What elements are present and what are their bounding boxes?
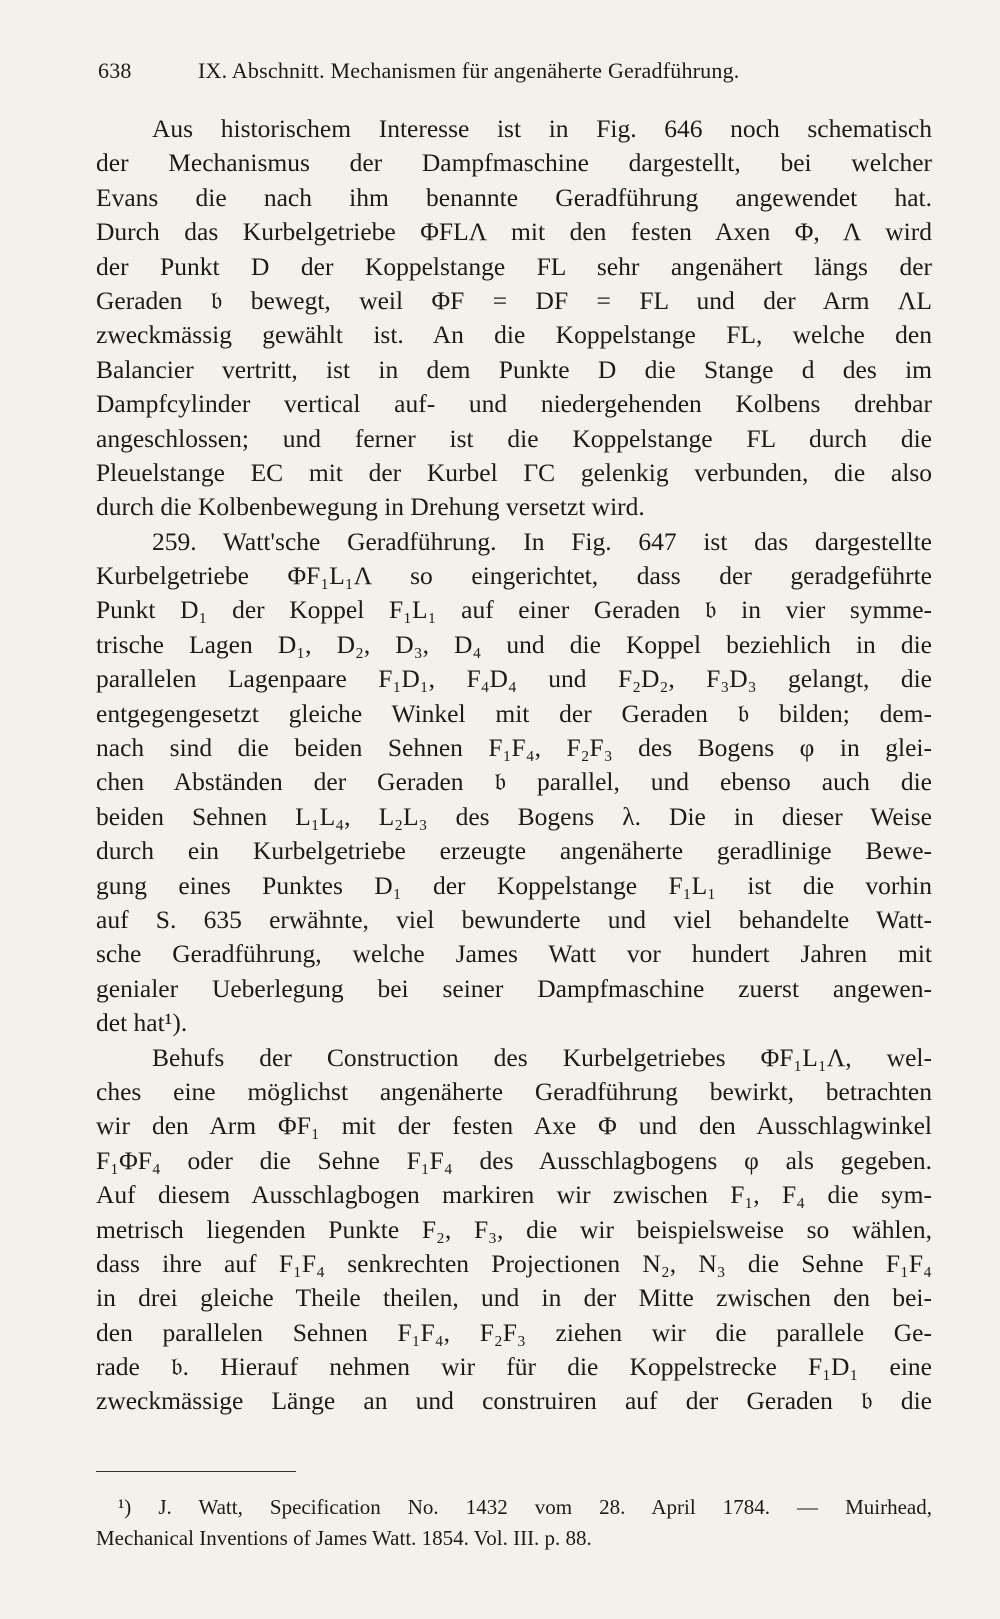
text-line: metrisch liegenden Punkte F₂, F₃, die wir beispielsweise so wählen, [96, 1214, 932, 1244]
text-line: Kurbelgetriebe ΦF₁L₁Λ so eingerichtet, dass der geradgeführte [96, 561, 932, 591]
text-line: dass ihre auf F₁F₄ senkrechten Projectionen N₂, N₃ die Sehne F₁F₄ [96, 1248, 932, 1278]
text-line: parallelen Lagenpaare F₁D₁, F₄D₄ und F₂D₂, F₃D₃ gelangt, die [96, 664, 932, 694]
running-title: IX. Abschnitt. Mechanismen für angenäherte Geradführung. [198, 58, 740, 83]
text-line: entgegengesetzt gleiche Winkel mit der Geraden 𝔟 bilden; dem- [96, 698, 932, 728]
text-line: den parallelen Sehnen F₁F₄, F₂F₃ ziehen wir die parallele Ge- [96, 1317, 932, 1347]
text-line: zweckmässig gewählt ist. An die Koppelstange FL, welche den [96, 320, 932, 350]
text-line: zweckmässige Länge an und construiren auf der Geraden 𝔟 die [96, 1386, 932, 1416]
text-line: angeschlossen; und ferner ist die Koppelstange FL durch die [96, 423, 932, 453]
text-line: der Mechanismus der Dampfmaschine dargestellt, bei welcher [96, 148, 932, 178]
text-line: durch die Kolbenbewegung in Drehung versetzt wird. [96, 492, 645, 522]
text-line: Punkt D₁ der Koppel F₁L₁ auf einer Geraden 𝔟 in vier symme- [96, 595, 932, 625]
footnote-separator [96, 1471, 296, 1472]
text-line: trische Lagen D₁, D₂, D₃, D₄ und die Koppel beziehlich in die [96, 629, 932, 659]
text-line: Evans die nach ihm benannte Geradführung angewendet hat. [96, 182, 932, 212]
page-header [98, 58, 908, 84]
text-line: F₁ΦF₄ oder die Sehne F₁F₄ des Ausschlagbogens φ als gegeben. [96, 1145, 932, 1175]
text-line: Durch das Kurbelgetriebe ΦFLΛ mit den festen Axen Φ, Λ wird [96, 217, 932, 247]
text-line: nach sind die beiden Sehnen F₁F₄, F₂F₃ des Bogens φ in glei- [96, 733, 932, 763]
text-line: chen Abständen der Geraden 𝔟 parallel, und ebenso auch die [96, 767, 932, 797]
page-number: 638 [98, 58, 132, 83]
text-line: Aus historischem Interesse ist in Fig. 646 noch schematisch [152, 114, 932, 143]
text-line: gung eines Punktes D₁ der Koppelstange F₁L₁ ist die vorhin [96, 870, 932, 900]
text-line: der Punkt D der Koppelstange FL sehr angenähert längs der [96, 251, 932, 281]
text-line: Geraden 𝔟 bewegt, weil ΦF = DF = FL und der Arm ΛL [96, 285, 932, 315]
text-line: Auf diesem Ausschlagbogen markiren wir zwischen F₁, F₄ die sym- [96, 1180, 932, 1210]
text-line: det hat¹). [96, 1008, 188, 1038]
footnote-line: Mechanical Inventions of James Watt. 1854. Vol. III. p. 88. [96, 1526, 592, 1550]
text-line: Balancier vertritt, ist in dem Punkte D die Stange d des im [96, 354, 932, 384]
text-line: auf S. 635 erwähnte, viel bewunderte und viel behandelte Watt- [96, 904, 932, 934]
section-heading-line: 259. Watt'sche Geradführung. In Fig. 647 ist das dargestellte [152, 526, 932, 556]
text-line: Pleuelstange EC mit der Kurbel ΓC gelenkig verbunden, die also [96, 457, 932, 487]
text-line: ches eine möglichst angenäherte Geradführung bewirkt, betrachten [96, 1076, 932, 1106]
text-line: sche Geradführung, welche James Watt vor hundert Jahren mit [96, 939, 932, 969]
text-line: in drei gleiche Theile theilen, und in der Mitte zwischen den bei- [96, 1283, 932, 1313]
text-line: Dampfcylinder vertical auf- und niedergehenden Kolbens drehbar [96, 389, 932, 419]
text-line: wir den Arm ΦF₁ mit der festen Axe Φ und den Ausschlagwinkel [96, 1111, 932, 1141]
body-text [96, 112, 932, 1419]
text-line: Behufs der Construction des Kurbelgetriebes ΦF₁L₁Λ, wel- [152, 1042, 932, 1072]
footnote-line: ¹) J. Watt, Specification No. 1432 vom 28. April 1784. — Muirhead, [118, 1495, 932, 1519]
footnote [96, 1492, 932, 1554]
text-line: beiden Sehnen L₁L₄, L₂L₃ des Bogens λ. Die in dieser Weise [96, 801, 932, 831]
text-line: genialer Ueberlegung bei seiner Dampfmaschine zuerst angewen- [96, 973, 932, 1003]
text-line: durch ein Kurbelgetriebe erzeugte angenäherte geradlinige Bewe- [96, 836, 932, 866]
text-line: rade 𝔟. Hierauf nehmen wir für die Koppelstrecke F₁D₁ eine [96, 1352, 932, 1382]
